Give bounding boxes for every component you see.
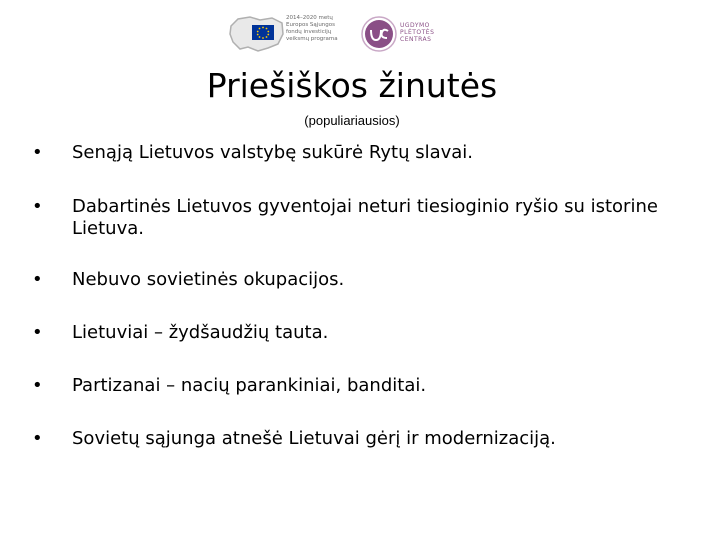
eu-logo-line: 2014–2020 metų [286, 15, 333, 21]
eu-logo-line: Europos Sąjungos [286, 22, 336, 28]
bullet-text: Nebuvo sovietinės okupacijos. [72, 269, 345, 290]
bullet-dot-icon: • [32, 322, 43, 343]
bullet-text: Dabartinės Lietuvos gyventojai neturi tiesioginio ryšio su istorine [72, 196, 658, 217]
slide-subtitle: (populiariausios) [304, 113, 400, 128]
usc-logo-line: UGDYMO [400, 22, 430, 29]
bullet-text: Sovietų sąjunga atnešė Lietuvai gėrį ir modernizaciją. [72, 428, 556, 449]
bullet-text-continued: Lietuva. [72, 218, 144, 239]
usc-logo-line: PLĖTOTĖS [400, 29, 435, 36]
slide-title: Priešiškos žinutės [206, 66, 498, 105]
bullet-text: Senąją Lietuvos valstybę sukūrė Rytų slavai. [72, 142, 474, 163]
bullet-item [32, 428, 672, 450]
usc-logo [360, 14, 460, 54]
bullet-text: Partizanai – nacių parankiniai, banditai. [72, 375, 427, 396]
bullet-item [32, 142, 672, 164]
bullet-item [32, 269, 672, 291]
usc-logo-text [400, 22, 460, 43]
usc-logo-line: CENTRAS [400, 36, 432, 43]
bullet-item [32, 375, 672, 397]
bullet-dot-icon: • [32, 375, 43, 396]
bullet-dot-icon: • [32, 196, 43, 217]
bullet-dot-icon: • [32, 269, 43, 290]
bullet-item [32, 196, 672, 240]
eu-logo-line: fondų investicijų [286, 29, 332, 35]
eu-logo-text [286, 15, 350, 43]
usc-emblem-icon [360, 14, 398, 54]
bullet-dot-icon: • [32, 428, 43, 449]
lithuania-map-icon [228, 14, 286, 54]
eu-logo-line: veiksmų programa [286, 36, 338, 42]
bullet-dot-icon: • [32, 142, 43, 163]
bullet-text: Lietuviai – žydšaudžių tauta. [72, 322, 329, 343]
eu-funds-logo [228, 14, 348, 54]
bullet-item [32, 322, 672, 344]
